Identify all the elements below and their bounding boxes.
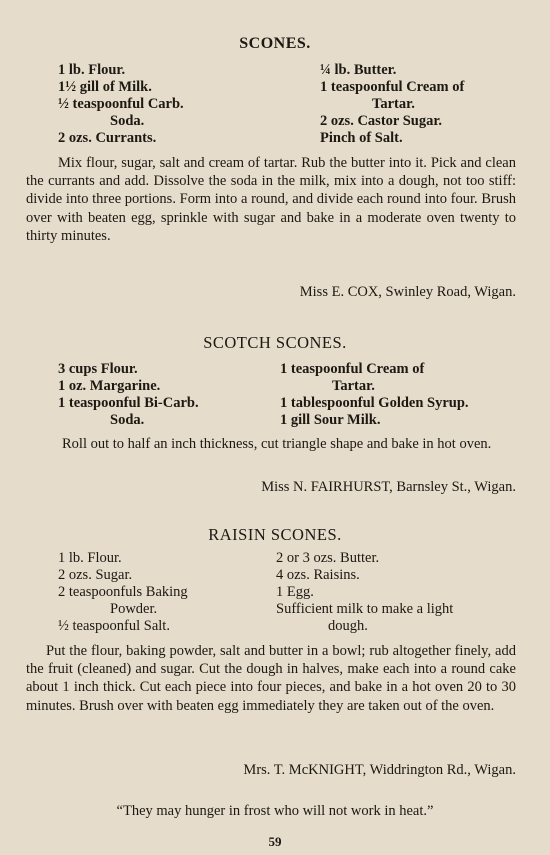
ingredient: 1 lb. Flour. (58, 62, 126, 78)
recipe-method: Put the flour, baking powder, salt and butter in a bowl; rub altogether finely, add the fruit (cleaned) and sugar. Cut the dough in halves, make each into a round cake about 1 inch thick. Cut each piece into four pieces, and bake in a hot oven 20 to 30 minutes. Brush over with beaten egg immediately they are taken out of the oven. (26, 643, 516, 714)
ingredient-list-right (280, 361, 469, 429)
ingredient: ½ teaspoonful Salt. (58, 618, 170, 634)
recipe-title: SCOTCH SCONES. (203, 333, 347, 352)
ingredient: 1 oz. Margarine. (58, 378, 161, 394)
footer-quote: “They may hunger in frost who will not work in heat.” (116, 803, 434, 819)
ingredient: 1 lb. Flour. (58, 550, 122, 566)
ingredient: Powder. (110, 601, 158, 617)
ingredient: ¼ lb. Butter. (320, 62, 397, 78)
recipe-contributor: Miss N. FAIRHURST, Barnsley St., Wigan. (261, 479, 516, 495)
ingredient: 1 teaspoonful Cream of (320, 79, 465, 95)
recipe-method: Roll out to half an inch thickness, cut triangle shape and bake in hot oven. (62, 436, 492, 452)
page-number: 59 (268, 834, 282, 849)
ingredient-list-right (320, 62, 464, 147)
ingredient: 1 teaspoonful Bi-Carb. (58, 395, 199, 411)
ingredient: Tartar. (332, 378, 375, 394)
ingredient: 2 ozs. Sugar. (58, 567, 133, 583)
ingredient-list-left (58, 550, 188, 635)
ingredient: ½ teaspoonful Carb. (58, 96, 184, 112)
ingredient: 1 tablespoonful Golden Syrup. (280, 395, 469, 411)
ingredient: dough. (328, 618, 368, 634)
ingredient: Tartar. (372, 96, 415, 112)
ingredient: 2 ozs. Currants. (58, 130, 157, 146)
ingredient-list-left (58, 361, 199, 429)
ingredient: Pinch of Salt. (320, 130, 403, 146)
ingredient: 1 gill Sour Milk. (280, 412, 381, 428)
ingredient: 4 ozs. Raisins. (276, 567, 360, 583)
ingredient: 1½ gill of Milk. (58, 79, 152, 95)
recipe-contributor: Mrs. T. McKNIGHT, Widdrington Rd., Wigan. (243, 762, 516, 778)
recipe-method: Mix flour, sugar, salt and cream of tartar. Rub the butter into it. Pick and clean the currants and add. Dissolve the soda in the milk, mix into a dough, not too stiff: divide into three portions. Form into a round, and divide each round into four. Brush over with beaten egg, sprinkle with sugar and bake in a moderate oven twenty to thirty minutes. (26, 155, 516, 244)
ingredient: 2 teaspoonfuls Baking (58, 584, 188, 600)
recipe-contributor: Miss E. COX, Swinley Road, Wigan. (299, 284, 516, 300)
ingredient: Soda. (110, 113, 145, 129)
ingredient: Sufficient milk to make a light (276, 601, 454, 617)
ingredient: 1 teaspoonful Cream of (280, 361, 425, 377)
recipe-title: RAISIN SCONES. (208, 525, 342, 544)
ingredient-list-right (276, 550, 453, 635)
ingredient: 2 ozs. Castor Sugar. (320, 113, 443, 129)
recipe-title: SCONES. (239, 35, 311, 52)
ingredient: Soda. (110, 412, 145, 428)
ingredient-list-left (58, 62, 184, 147)
ingredient: 3 cups Flour. (58, 361, 138, 377)
ingredient: 1 Egg. (276, 584, 314, 600)
ingredient: 2 or 3 ozs. Butter. (276, 550, 380, 566)
